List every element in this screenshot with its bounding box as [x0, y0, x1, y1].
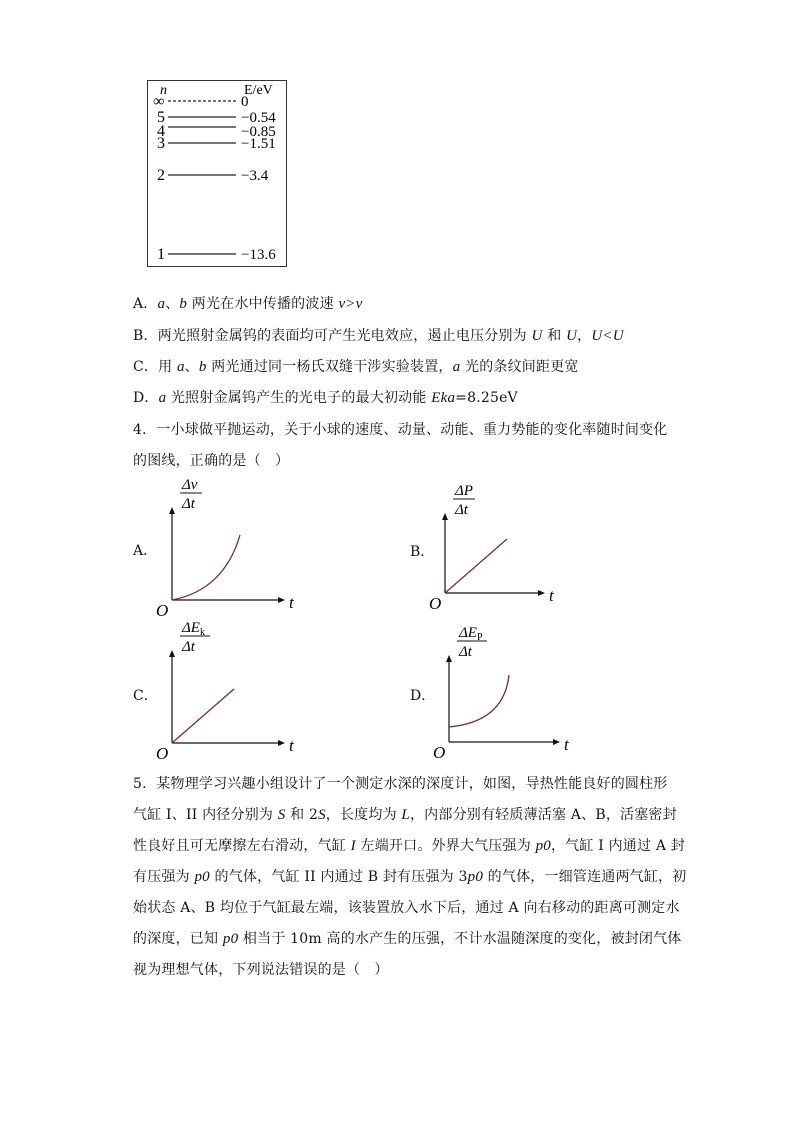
text-segment: U<U	[591, 328, 624, 344]
text-segment: =8.25eV	[455, 390, 518, 406]
text-segment: p	[194, 869, 203, 885]
text-segment: I	[350, 838, 356, 854]
level-energy-label: −0.85	[241, 124, 276, 140]
q5-line	[133, 899, 680, 917]
q4-line	[133, 452, 289, 470]
origin-label: O	[429, 594, 442, 613]
origin-label: O	[156, 601, 169, 620]
q4-line	[133, 421, 668, 439]
text-segment: 光照射金属钨产生的光电子的最大初动能	[166, 390, 432, 406]
graph-option-label: A．	[133, 543, 158, 559]
text-segment: 和 2	[285, 807, 319, 823]
text-segment: 5．某物理学习兴趣小组设计了一个测定水深的深度计，如图，导热性能良好的圆柱形	[133, 776, 668, 792]
y-axis-arrow-icon	[169, 650, 175, 657]
x-axis-label: t	[564, 735, 569, 754]
y-label-denominator: Δt	[459, 644, 472, 660]
text-segment: a	[157, 296, 166, 312]
level-energy-label: −3.4	[241, 168, 269, 184]
text-segment: D．	[133, 390, 159, 406]
level-n-label: 2	[157, 167, 165, 184]
x-axis-arrow-icon	[278, 740, 285, 746]
level-n-label: 4	[157, 123, 165, 140]
option-line	[133, 327, 624, 345]
level-energy-label: −1.51	[241, 136, 276, 152]
text-segment: 左端开口。外界大气压强为	[355, 838, 536, 854]
option-line	[133, 389, 518, 407]
text-segment: a	[452, 359, 461, 375]
q5-line	[133, 806, 677, 824]
text-segment: 的图线，正确的是（ ）	[133, 453, 290, 469]
x-axis-label: t	[289, 593, 294, 612]
q5-line	[133, 775, 668, 793]
level-energy-label: −13.6	[241, 247, 276, 263]
numerator-text: Δv	[182, 477, 198, 493]
level-n-label: 3	[157, 135, 165, 152]
text-segment: p	[467, 869, 476, 885]
y-label-denominator: Δt	[455, 502, 468, 518]
text-segment: a	[176, 359, 185, 375]
y-label-denominator: Δt	[182, 639, 195, 655]
text-segment: p	[535, 838, 544, 854]
text-segment: p	[222, 931, 231, 947]
text-segment: ，长度均为	[325, 807, 402, 823]
x-axis-arrow-icon	[538, 590, 545, 596]
text-segment: 光的条纹间距更宽	[460, 359, 579, 375]
y-label-numerator	[454, 483, 473, 499]
y-label-numerator	[181, 477, 198, 493]
graph-curve	[172, 689, 234, 743]
option-line	[133, 358, 579, 376]
y-axis-arrow-icon	[446, 655, 452, 662]
text-segment: 0	[230, 931, 239, 947]
subscript-text: k	[199, 627, 205, 638]
text-segment: E	[431, 390, 441, 406]
option-line	[133, 295, 362, 313]
q5-line	[133, 930, 682, 948]
level-energy-label: 0	[241, 94, 249, 110]
q5-line	[133, 868, 686, 886]
level-n-label: 1	[157, 246, 165, 263]
text-segment: 有压强为	[133, 869, 195, 885]
text-segment: 始状态 A、B 均位于气缸最左端，该装置放入水下后，通过 A 向右移动的距离可测定水	[133, 900, 680, 916]
text-segment: 和	[542, 328, 567, 344]
text-segment: ka	[440, 390, 456, 406]
text-segment: 气缸 I、II 内径分别为	[133, 807, 278, 823]
text-segment: 、	[165, 296, 180, 312]
numerator-text: ΔE	[182, 620, 200, 636]
y-axis-arrow-icon	[169, 507, 175, 514]
graph-curve	[445, 539, 507, 593]
energy-level-diagram	[147, 80, 287, 267]
text-segment: a	[158, 390, 167, 406]
numerator-text: ΔE	[459, 625, 477, 641]
x-axis-label: t	[549, 586, 554, 605]
text-segment: v>v	[338, 296, 363, 312]
text-segment: 性良好且可无摩擦左右滑动，气缸	[133, 838, 351, 854]
text-segment: b	[198, 359, 207, 375]
text-segment: U	[566, 328, 578, 344]
text-segment: 4．一小球做平抛运动，关于小球的速度、动量、动能、重力势能的变化率随时间变化	[133, 422, 668, 438]
text-segment: L	[401, 807, 410, 823]
energy-axis-label: E/eV	[244, 83, 273, 98]
q5-line	[133, 837, 685, 855]
text-segment: 0	[543, 838, 551, 854]
n-axis-label: n	[160, 83, 167, 98]
origin-label: O	[433, 743, 446, 762]
text-segment: 视为理想气体，下列说法错误的是（ ）	[133, 962, 389, 978]
y-label-numerator	[458, 625, 483, 643]
text-segment: ，气缸 I 内通过 A 封	[550, 838, 686, 854]
x-axis-arrow-icon	[278, 597, 285, 603]
level-n-label: ∞	[153, 93, 165, 110]
graph-option-label: B．	[410, 544, 435, 560]
y-axis-arrow-icon	[442, 513, 448, 520]
level-energy-label: −0.54	[241, 110, 276, 126]
energy-level-svg	[148, 81, 288, 268]
graph-option-label: D．	[410, 688, 436, 704]
text-segment: ，内部分别有轻质薄活塞 A、B，活塞密封	[409, 807, 677, 823]
text-segment: 的气体，一细管连通两气缸，初	[483, 869, 687, 885]
x-axis-arrow-icon	[553, 739, 560, 745]
x-axis-label: t	[289, 736, 294, 755]
text-segment: 的气体，气缸 II 内通过 B 封有压强为 3	[209, 869, 468, 885]
graph-curve	[449, 675, 509, 727]
y-label-denominator: Δt	[182, 496, 195, 512]
graph-curve	[172, 535, 240, 600]
text-segment: S	[277, 807, 286, 823]
text-segment: b	[179, 296, 188, 312]
text-segment: 相当于 10m 高的水产生的压强，不计水温随深度的变化，被封闭气体	[238, 931, 682, 947]
q5-line	[133, 961, 389, 979]
origin-label: O	[156, 744, 169, 763]
text-segment: 0	[202, 869, 210, 885]
level-n-label: 5	[157, 109, 165, 126]
text-segment: ，	[577, 328, 592, 344]
text-segment: B．两光照射金属钨的表面均可产生光电效应，遏止电压分别为	[133, 328, 532, 344]
text-segment: 的深度，已知	[133, 931, 223, 947]
text-segment: S	[318, 807, 326, 823]
text-segment: U	[531, 328, 543, 344]
y-label-numerator	[181, 620, 205, 638]
text-segment: A．	[133, 296, 158, 312]
graph-option-label: C．	[133, 688, 158, 704]
text-segment: C．用	[133, 359, 177, 375]
numerator-text: ΔP	[455, 483, 473, 499]
text-segment: 0	[475, 869, 484, 885]
text-segment: 两光在水中传播的波速	[187, 296, 339, 312]
subscript-text: P	[476, 632, 483, 643]
text-segment: 两光通过同一杨氏双缝干涉实验装置，	[206, 359, 453, 375]
text-segment: 、	[184, 359, 199, 375]
